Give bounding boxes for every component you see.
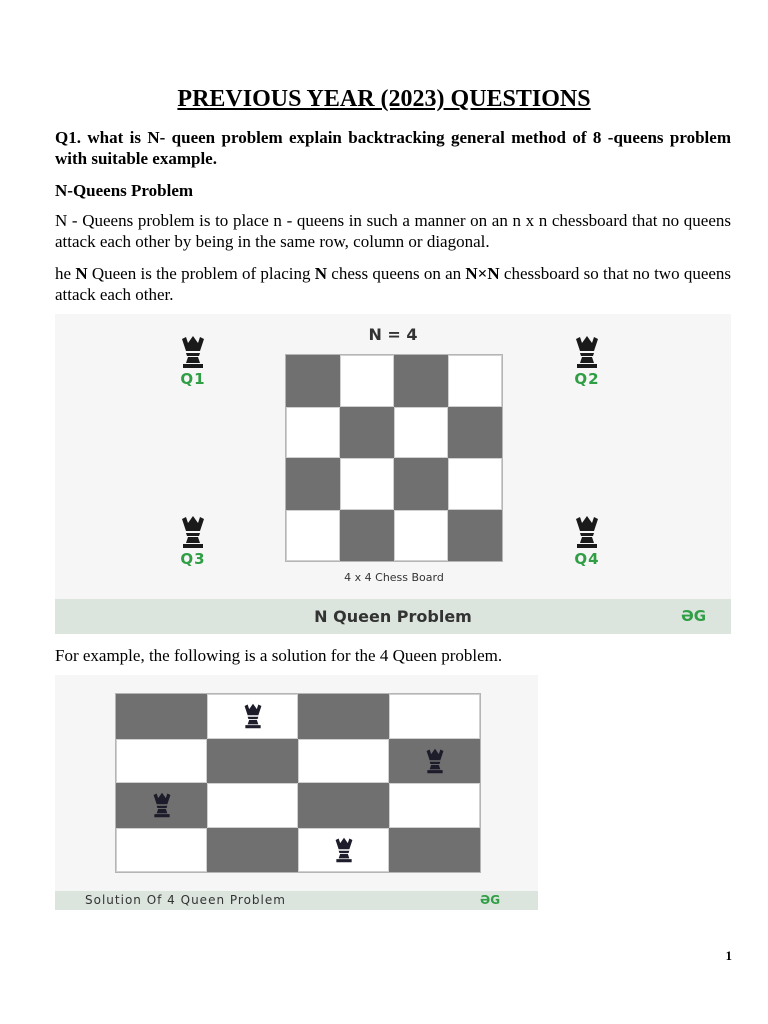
gfg-logo-icon: ƏG (480, 893, 501, 907)
queen-icon (425, 748, 445, 774)
board-square (394, 407, 448, 459)
page-title: PREVIOUS YEAR (2023) QUESTIONS (177, 86, 591, 112)
bold-run: N×N (465, 264, 500, 283)
board-square (389, 694, 480, 739)
board-square (394, 355, 448, 407)
board-square (207, 694, 298, 739)
queen-label: Q1 (180, 370, 206, 388)
queen-label: Q2 (574, 370, 600, 388)
text-run: chessboard so that no two queens attack each other. (55, 264, 732, 304)
board-square (207, 783, 298, 828)
queen-icon (152, 792, 172, 818)
queen-q4 (562, 515, 612, 568)
bold-run: N (314, 264, 328, 283)
board-square (298, 783, 389, 828)
queen-q3 (168, 515, 218, 568)
queen-icon (574, 335, 600, 369)
text-run: he (55, 264, 76, 283)
board-square (116, 828, 207, 873)
queen-label: Q4 (574, 550, 600, 568)
board-square (207, 739, 298, 784)
question-text: Q1. what is N- queen problem explain backtracking general method of 8 -queens problem with suitable example. (55, 128, 731, 168)
solution-board (115, 693, 481, 873)
paragraph-n-queen (55, 263, 731, 305)
figure-footer-title: Solution Of 4 Queen Problem (85, 893, 286, 907)
board-square (394, 510, 448, 562)
board-square (298, 739, 389, 784)
queen-q2 (562, 335, 612, 388)
board-square (340, 510, 394, 562)
page-number: 1 (725, 948, 732, 963)
board-square (286, 458, 340, 510)
queen-icon (334, 837, 354, 863)
text-run: Queen is the problem of placing (87, 264, 315, 283)
board-square (116, 694, 207, 739)
board-square (116, 739, 207, 784)
board-square (389, 828, 480, 873)
board-square (298, 828, 389, 873)
board-square (340, 407, 394, 459)
board-square (286, 407, 340, 459)
board-square (389, 739, 480, 784)
chess-board-4x4 (285, 354, 503, 562)
board-square (340, 458, 394, 510)
text-run: chess queens on an (327, 264, 466, 283)
queen-icon (180, 335, 206, 369)
board-caption: 4 x 4 Chess Board (344, 571, 444, 584)
paragraph-example: For example, the following is a solution for the 4 Queen problem. (55, 646, 503, 665)
paragraph-definition: N - Queens problem is to place n - queens in such a manner on an n x n chessboard that no queens attack each other by being in the same row, column or diagonal. (55, 211, 731, 251)
section-heading: N-Queens Problem (55, 181, 194, 200)
board-square (340, 355, 394, 407)
queen-q1 (168, 335, 218, 388)
n-queen-figure (55, 314, 731, 634)
queen-icon (574, 515, 600, 549)
board-square (448, 407, 502, 459)
figure-footer (55, 891, 538, 910)
solution-figure (55, 675, 538, 910)
board-square (298, 694, 389, 739)
board-square (394, 458, 448, 510)
board-square (286, 510, 340, 562)
queen-label: Q3 (180, 550, 206, 568)
queen-icon (180, 515, 206, 549)
board-square (448, 458, 502, 510)
figure-footer-title: N Queen Problem (314, 607, 472, 626)
board-square (448, 510, 502, 562)
queen-icon (243, 703, 263, 729)
board-square (286, 355, 340, 407)
gfg-logo-icon: ƏG (681, 607, 707, 625)
board-square (389, 783, 480, 828)
board-square (448, 355, 502, 407)
n-equals-label: N = 4 (368, 325, 418, 344)
board-square (207, 828, 298, 873)
bold-run: N (75, 264, 88, 283)
board-square (116, 783, 207, 828)
figure-footer (55, 599, 731, 634)
